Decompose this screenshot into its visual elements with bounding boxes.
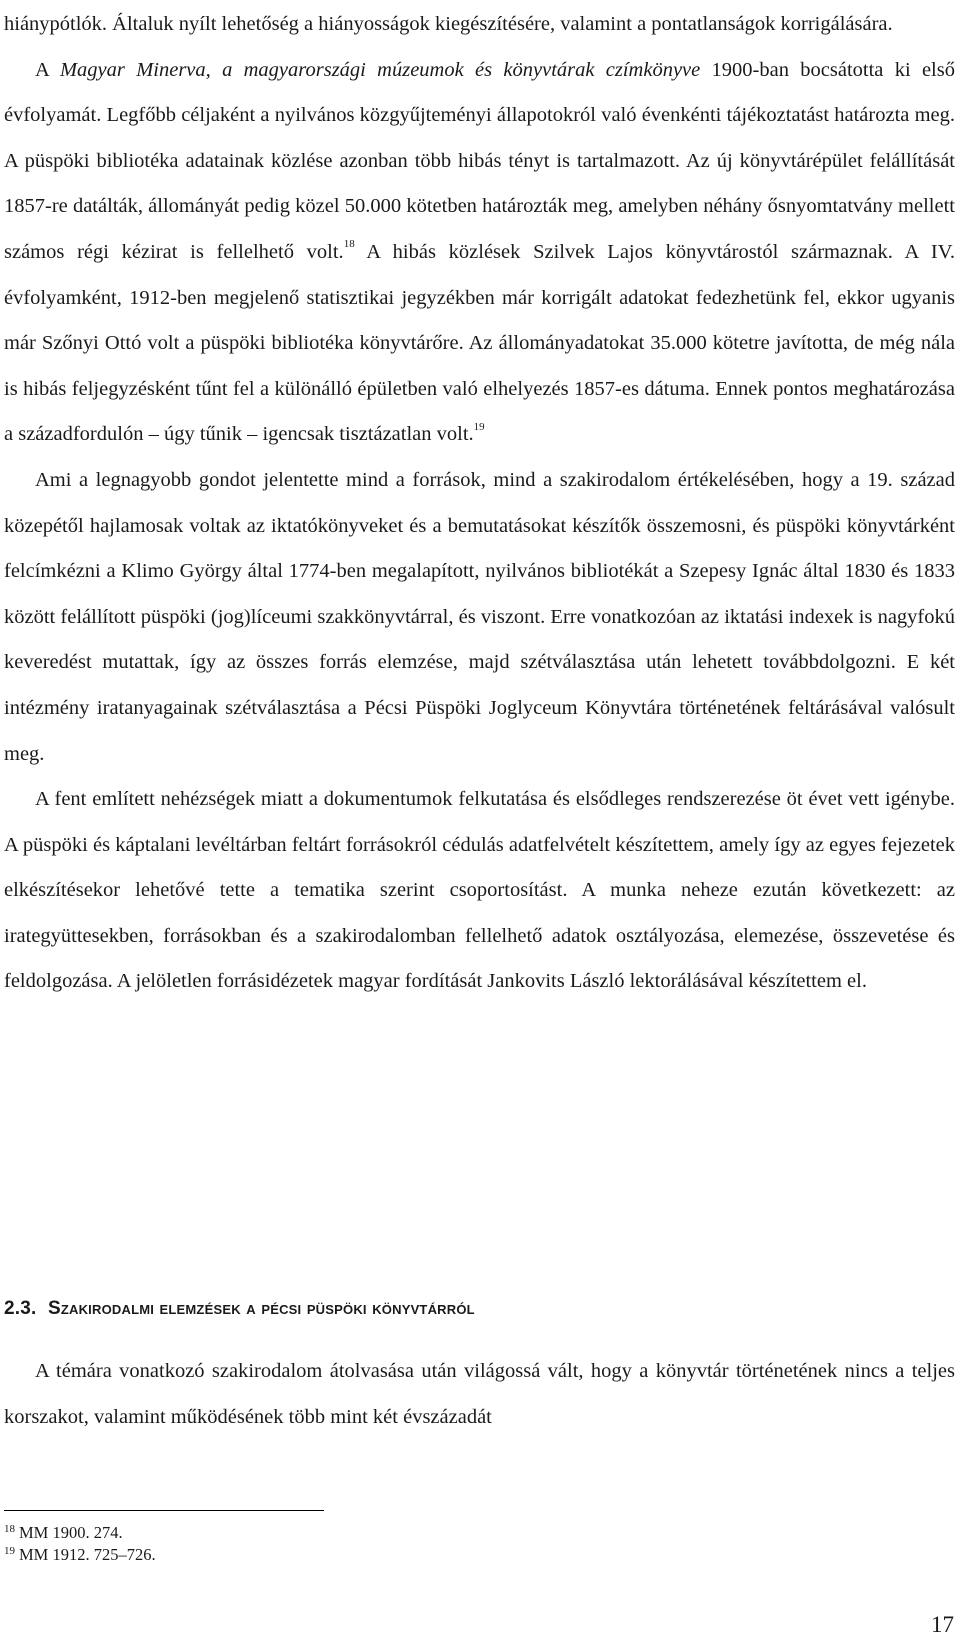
footnote-mark: 18 (4, 1522, 15, 1535)
footnote (4, 1522, 604, 1544)
text-segment: 1900-ban bocsátotta ki első évfolyamát. Legfőbb céljaként a nyilvános közgyűjteményi állapotokról való évenkénti tájékoztatást határozta meg. A püspöki bibliotéka adatainak közlése azonban több hibás tényt is tartalmazott. Az új könyvtárépület felállítását 1857-re datálták, állományát pedig közel 50.000 kötetben határozták meg, amelyben néhány ősnyomtatvány mellett számos régi kézirat is fellelhető volt. (4, 58, 955, 263)
body-text (4, 2, 955, 1005)
italic-title: Magyar Minerva, a magyarországi múzeumok és könyvtárak czímkönyve (59, 58, 701, 81)
text-segment: A (35, 58, 60, 81)
footnote-text: MM 1912. 725–726. (19, 1545, 156, 1564)
paragraph (4, 458, 955, 777)
section-title: Szakirodalmi elemzések a pécsi püspöki könyvtárról (47, 1298, 475, 1319)
footnote-mark: 19 (4, 1544, 15, 1557)
text-segment: A hibás közlések Szilvek Lajos könyvtárostól származnak. A IV. évfolyamként, 1912-ben megjelenő statisztikai jegyzékben már korrigált adatokat fedezhetünk fel, ekkor ugyanis már Szőnyi Ottó volt a püspöki bibliotéka könyvtárőre. Az állományadatokat 35.000 kötetre javította, de még nála is hibás feljegyzésként tűnt fel a különálló épületben való elhelyezés 1857-es dátuma. Ennek pontos meghatározása a századfordulón – úgy tűnik – igencsak tisztázatlan volt. (4, 240, 955, 446)
footnote-separator (4, 1510, 324, 1511)
text-segment: Ami a legnagyobb gondot jelentette mind a források, mind a szakirodalom értékelésében, hogy a 19. század közepétől hajlamosak voltak az iktatókönyveket és a bemutatásokat készítők összemosni, és püspöki könyvtárként felcímkézni a Klimo György által 1774-ben megalapított, nyilvános bibliotékát a Szepesy Ignác által 1830 és 1833 között felállított püspöki (jog)líceumi szakkönyvtárral, és viszont. Erre vonatkozóan az iktatási indexek is nagyfokú keveredést mutattak, így az összes forrás elemzése, majd szétválasztása után lehetett továbbdolgozni. E két intézmény iratanyagainak szétválasztása a Pécsi Püspöki Joglyceum Könyvtára történetének feltárásával valósult meg. (4, 468, 955, 765)
footnote-reference: 18 (343, 238, 355, 251)
footnote-reference: 19 (473, 420, 485, 433)
paragraph (4, 777, 955, 1005)
footnote (4, 1544, 604, 1566)
text-segment: hiánypótlók. Általuk nyílt lehetőség a hiányosságok kiegészítésére, valamint a pontatlanságok korrigálására. (4, 13, 893, 35)
section-paragraph: A témára vonatkozó szakirodalom átolvasása után világossá vált, hogy a könyvtár történetének nincs a teljes korszakot, valamint működésének több mint két évszázadát (4, 1360, 955, 1428)
text-segment: A fent említett nehézségek miatt a dokumentumok felkutatása és elsődleges rendszerezése öt évet vett igénybe. A püspöki és káptalani levéltárban feltárt forrásokról cédulás adatfelvételt készítettem, amely így az egyes fejezetek elkészítésekor lehetővé tette a tematika szerint csoportosítást. A munka neheze ezután következett: az irategyüttesekben, forrásokban és a szakirodalomban fellelhető adatok osztályozása, elemezése, összevetése és feldolgozása. A jelöletlen forrásidézetek magyar fordítását Jankovits László lektorálásával készítettem el. (4, 788, 955, 993)
paragraph (4, 48, 955, 458)
section-heading (4, 1297, 955, 1321)
footnotes (4, 1522, 604, 1566)
section-body (4, 1349, 955, 1440)
footnote-text: MM 1900. 274. (19, 1523, 123, 1542)
page-number: 17 (931, 1612, 954, 1637)
section-number: 2.3. (4, 1298, 37, 1319)
paragraph (4, 2, 955, 48)
